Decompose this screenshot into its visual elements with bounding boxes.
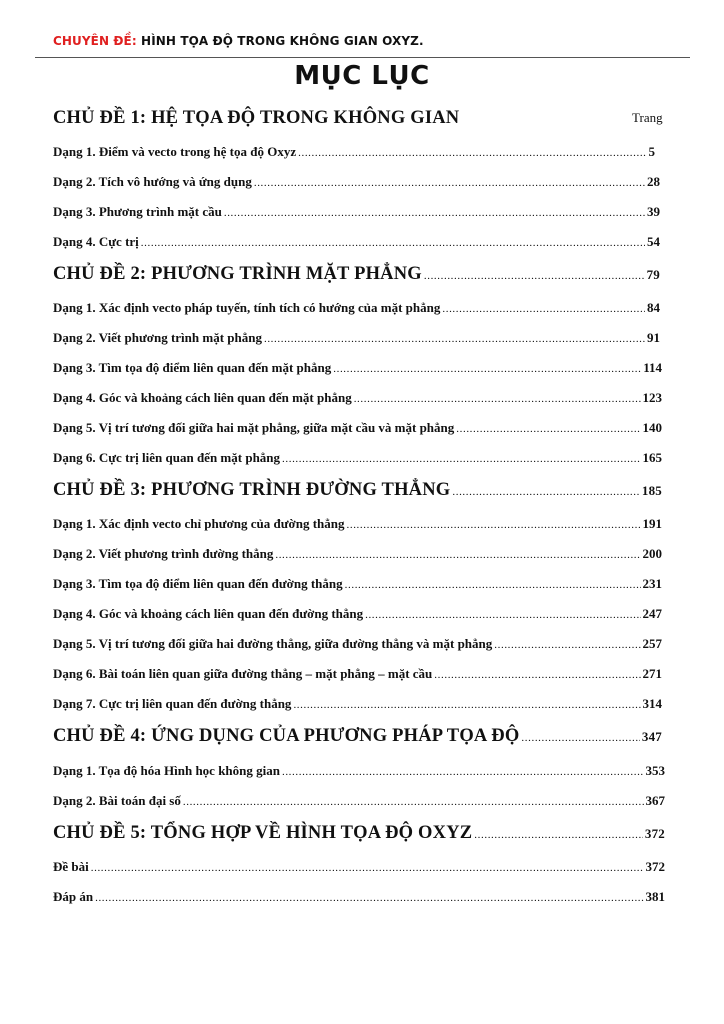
toc-entry-text: CHỦ ĐỀ 1: HỆ TỌA ĐỘ TRONG KHÔNG GIAN — [53, 108, 460, 128]
toc-page-number: 39 — [647, 204, 660, 219]
toc-item-row — [53, 546, 662, 562]
dot-leader — [254, 177, 645, 189]
toc-item-row — [53, 606, 662, 622]
toc-item-row — [53, 576, 662, 592]
toc-entry-text: Dạng 2. Viết phương trình đường thẳng — [53, 546, 274, 561]
toc-entry-text: CHỦ ĐỀ 5: TỔNG HỢP VỀ HÌNH TỌA ĐỘ OXYZ — [53, 823, 473, 843]
toc-page-number: 257 — [642, 636, 662, 651]
toc-item-row — [53, 360, 662, 376]
toc-page-number: 123 — [642, 390, 662, 405]
toc-item-row — [53, 300, 660, 316]
toc-page-number: 367 — [645, 793, 665, 808]
toc-entry-text: Dạng 4. Cực trị — [53, 234, 139, 249]
dot-leader — [456, 423, 640, 435]
toc-page-number: 347 — [641, 729, 662, 744]
dot-leader — [275, 549, 640, 561]
toc-entry-text: Dạng 5. Vị trí tương đối giữa hai mặt phẳng, giữa mặt cầu và mặt phẳng — [53, 420, 455, 435]
toc-entry-text: Đáp án — [53, 889, 94, 904]
toc-page-number: 372 — [644, 826, 665, 841]
toc-entry-text: Dạng 1. Xác định vecto chỉ phương của đường thẳng — [53, 516, 345, 531]
dot-leader — [264, 333, 645, 345]
toc-item-row — [53, 174, 660, 190]
toc-entry-text: Dạng 3. Tìm tọa độ điểm liên quan đến đường thẳng — [53, 576, 343, 591]
page-title: MỤC LỤC — [294, 61, 430, 91]
toc-item-row — [53, 450, 662, 466]
toc-page-number: 231 — [642, 576, 662, 591]
page-column-label: Trang — [632, 110, 663, 125]
toc-page-number: 271 — [642, 666, 662, 681]
toc-entry-text: Dạng 5. Vị trí tương đối giữa hai đường thẳng, giữa đường thẳng và mặt phẳng — [53, 636, 493, 651]
toc-entry-text: Dạng 7. Cực trị liên quan đến đường thẳng — [53, 696, 292, 711]
toc-page-number: 79 — [646, 267, 660, 282]
toc-item-row — [53, 636, 662, 652]
toc-item-row — [53, 666, 662, 682]
toc-entry-text: Dạng 2. Bài toán đại số — [53, 793, 181, 808]
toc-item-row — [53, 420, 662, 436]
toc-page-number: 200 — [642, 546, 662, 561]
toc-entry-text: CHỦ ĐỀ 3: PHƯƠNG TRÌNH ĐƯỜNG THẲNG — [53, 480, 451, 500]
toc-page-number: 191 — [642, 516, 662, 531]
dot-leader — [224, 207, 645, 219]
toc-page-number: 247 — [642, 606, 662, 621]
toc-entry-text: CHỦ ĐỀ 2: PHƯƠNG TRÌNH MẶT PHẲNG — [53, 264, 422, 284]
dot-leader — [333, 363, 641, 375]
dot-leader — [183, 796, 644, 808]
toc-entry-text: Dạng 3. Tìm tọa độ điểm liên quan đến mặt phẳng — [53, 360, 332, 375]
toc-page-number: 84 — [647, 300, 660, 315]
toc-item-row — [53, 330, 660, 346]
toc-topic-row — [53, 726, 662, 747]
toc-topic-row — [53, 108, 584, 129]
toc-page-number: 372 — [645, 859, 665, 874]
toc-item-row — [53, 516, 662, 532]
toc-entry-text: Dạng 3. Phương trình mặt cầu — [53, 204, 222, 219]
toc-page-number: 28 — [647, 174, 660, 189]
dot-leader — [442, 303, 645, 315]
toc-entry-text: Đề bài — [53, 859, 89, 874]
toc-entry-text: Dạng 2. Tích vô hướng và ứng dụng — [53, 174, 252, 189]
dot-leader — [474, 829, 643, 841]
toc-page-number: 381 — [645, 889, 665, 904]
dot-leader — [141, 237, 645, 249]
toc-entry-text: Dạng 4. Góc và khoảng cách liên quan đến đường thẳng — [53, 606, 364, 621]
dot-leader — [354, 393, 641, 405]
toc-entry-text: CHỦ ĐỀ 4: ỨNG DỤNG CỦA PHƯƠNG PHÁP TỌA ĐỘ — [53, 726, 520, 746]
toc-entry-text: Dạng 6. Bài toán liên quan giữa đường thẳng – mặt phẳng – mặt cầu — [53, 666, 433, 681]
dot-leader — [282, 766, 644, 778]
toc-page-number: 140 — [642, 420, 662, 435]
toc-item-row — [53, 859, 665, 875]
toc-item-row — [53, 889, 665, 905]
toc-page-number: 5 — [648, 144, 655, 159]
toc-topic-row — [53, 264, 660, 285]
header-label: CHUYÊN ĐỀ: — [53, 34, 137, 48]
toc-page-number: 91 — [647, 330, 660, 345]
toc-entry-text: Dạng 6. Cực trị liên quan đến mặt phẳng — [53, 450, 281, 465]
toc-item-row — [53, 390, 662, 406]
toc-item-row — [53, 234, 660, 250]
dot-leader — [452, 486, 640, 498]
toc-page-number: 114 — [643, 360, 662, 375]
dot-leader — [434, 669, 640, 681]
toc-item-row — [53, 204, 660, 220]
dot-leader — [347, 519, 641, 531]
dot-leader — [91, 862, 644, 874]
toc-topic-row — [53, 480, 662, 501]
toc-entry-text: Dạng 1. Xác định vecto pháp tuyến, tính tích có hướng của mặt phẳng — [53, 300, 441, 315]
toc-entry-text: Dạng 1. Điểm và vecto trong hệ tọa độ Oxyz — [53, 144, 297, 159]
toc-page-number: 314 — [642, 696, 662, 711]
toc-page-number: 185 — [641, 483, 662, 498]
dot-leader — [298, 147, 646, 159]
toc-item-row — [53, 696, 662, 712]
toc-entry-text: Dạng 1. Tọa độ hóa Hình học không gian — [53, 763, 280, 778]
toc-entry-text: Dạng 2. Viết phương trình mặt phẳng — [53, 330, 262, 345]
dot-leader — [494, 639, 640, 651]
toc-item-row — [53, 763, 665, 779]
dot-leader — [345, 579, 641, 591]
toc-topic-row — [53, 823, 665, 844]
toc-item-row — [53, 793, 665, 809]
toc-entry-text: Dạng 4. Góc và khoảng cách liên quan đến mặt phẳng — [53, 390, 352, 405]
header-title: HÌNH TỌA ĐỘ TRONG KHÔNG GIAN OXYZ. — [141, 34, 424, 48]
toc-page-number: 165 — [642, 450, 662, 465]
dot-leader — [95, 892, 643, 904]
toc-page-number: 353 — [645, 763, 665, 778]
dot-leader — [424, 270, 645, 282]
dot-leader — [293, 699, 640, 711]
dot-leader — [521, 732, 639, 744]
dot-leader — [365, 609, 640, 621]
toc-item-row — [53, 144, 655, 160]
dot-leader — [282, 453, 640, 465]
toc-page-number: 54 — [647, 234, 660, 249]
